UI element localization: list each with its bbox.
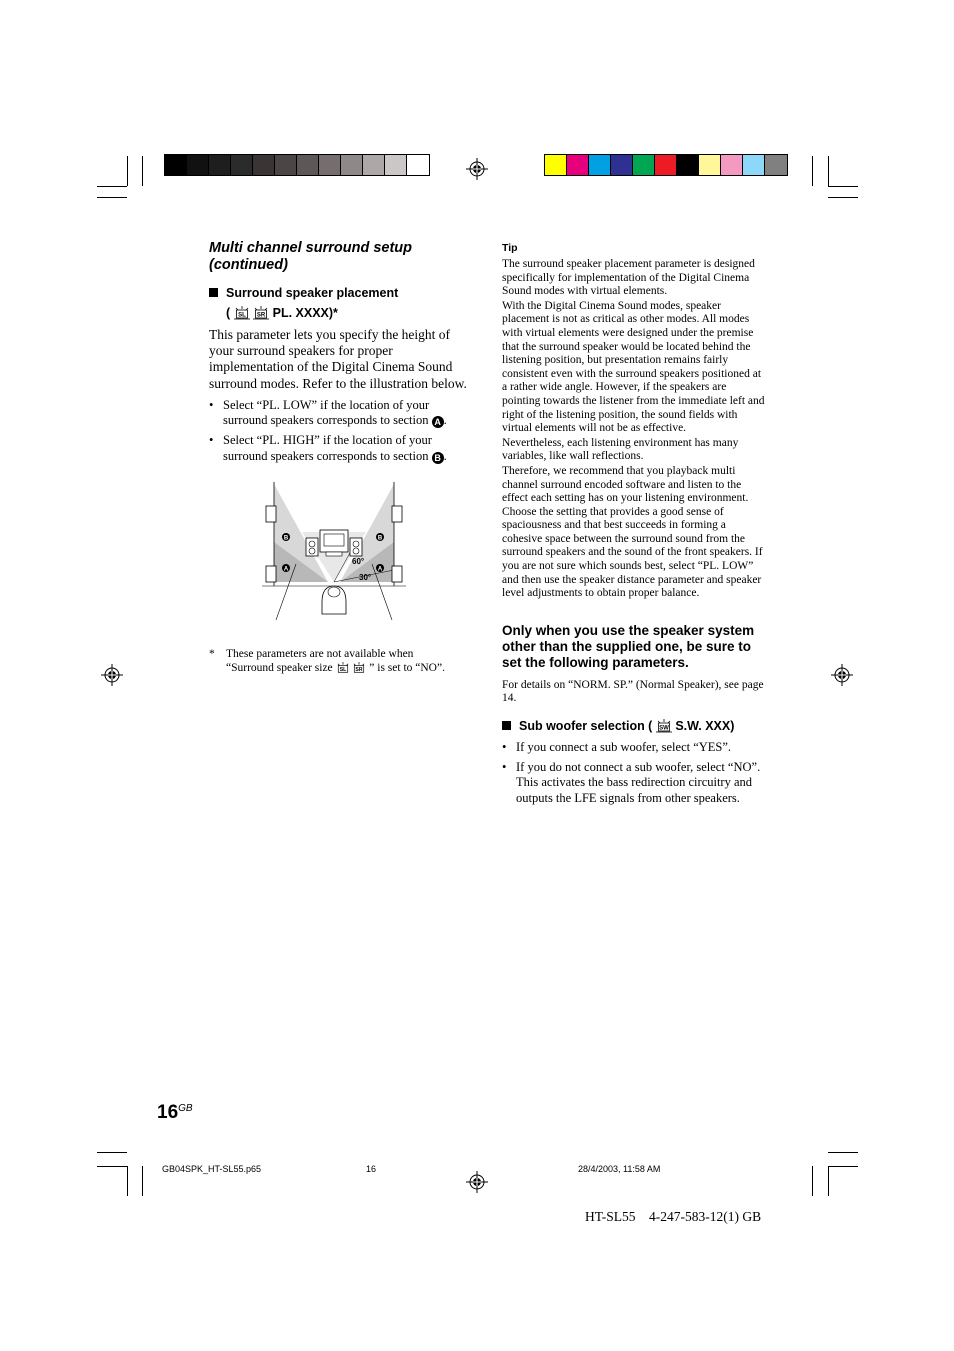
- page-suffix: GB: [178, 1103, 193, 1114]
- paren-open: (: [226, 306, 231, 320]
- svg-text:60°: 60°: [352, 557, 365, 566]
- subsection-param: [209, 305, 475, 321]
- svg-text:B: B: [283, 535, 289, 542]
- right-column: [502, 242, 765, 806]
- surround-right-icon: [352, 662, 366, 674]
- footnote-line: These parameters are not available when: [226, 648, 414, 660]
- bullet-text: Select “PL. HIGH” if the location of your surround speakers corresponds to section: [223, 433, 432, 463]
- svg-text:SW: SW: [659, 725, 669, 732]
- param-code: PL. XXXX)*: [272, 306, 338, 320]
- subwoofer-icon: [656, 719, 672, 733]
- subsection-title: [209, 285, 475, 301]
- footnote-text: ” is set to “NO”.: [369, 661, 445, 674]
- tip-title: Tip: [502, 242, 518, 254]
- color-swatch: [165, 155, 187, 175]
- left-column: [209, 240, 475, 464]
- subwoofer-title: [502, 718, 765, 734]
- crop-mark: [828, 1166, 858, 1167]
- color-swatch: [275, 155, 297, 175]
- registration-mark-icon: [466, 1171, 488, 1193]
- section-a-marker: A: [432, 416, 444, 428]
- footnote-mark: *: [209, 648, 215, 660]
- subsection-title-text: Surround speaker placement: [226, 286, 399, 300]
- crop-mark: [127, 156, 128, 186]
- crop-mark: [828, 1166, 829, 1196]
- notice-heading: Only when you use the speaker system other than the supplied one, be sure to set the following parameters.: [502, 622, 755, 670]
- crop-mark: [812, 1166, 813, 1196]
- crop-mark: [828, 1152, 858, 1153]
- crop-mark: [97, 197, 127, 198]
- crop-mark: [97, 186, 127, 187]
- svg-text:A: A: [377, 566, 383, 573]
- registration-mark-icon: [101, 664, 123, 686]
- color-swatch: [633, 155, 655, 175]
- subwoofer-title-text: Sub woofer selection (: [519, 719, 653, 734]
- bullet-item: • Select “PL. HIGH” if the location of your surround speakers corresponds to section B .: [209, 433, 473, 464]
- registration-mark-icon: [466, 158, 488, 180]
- page-number-text: 16: [157, 1102, 179, 1123]
- section-heading-line: Multi channel surround setup: [209, 240, 413, 256]
- surround-right-icon: [253, 306, 269, 320]
- footnote-line: [226, 662, 479, 676]
- svg-text:SR: SR: [256, 312, 266, 319]
- svg-text:30°: 30°: [359, 573, 372, 582]
- crop-mark: [828, 156, 829, 186]
- svg-text:SL: SL: [237, 312, 246, 319]
- color-swatch: [611, 155, 633, 175]
- color-swatch: [545, 155, 567, 175]
- registration-mark-icon: [831, 664, 853, 686]
- section-heading: [209, 240, 475, 274]
- crop-mark: [127, 1166, 128, 1196]
- color-swatch: [589, 155, 611, 175]
- crop-mark: [97, 1166, 127, 1167]
- bullet-item: • If you do not connect a sub woofer, select “NO”. This activates the bass redirection circuitry and outputs the LFE signals from other speakers.: [502, 760, 764, 807]
- svg-text:SR: SR: [355, 666, 363, 673]
- color-swatch: [655, 155, 677, 175]
- page-number: [157, 1098, 193, 1124]
- speaker-placement-diagram: [262, 482, 406, 620]
- square-bullet-icon: [209, 288, 218, 297]
- section-b-marker: B: [432, 452, 444, 464]
- model-code: HT-SL55 4-247-583-12(1) GB: [585, 1209, 762, 1224]
- svg-text:SL: SL: [339, 666, 346, 673]
- color-swatch: [677, 155, 699, 175]
- surround-left-icon: [336, 662, 350, 674]
- footnote: [209, 648, 479, 675]
- color-swatch: [209, 155, 231, 175]
- color-swatch: [743, 155, 765, 175]
- tip-paragraph: Nevertheless, each listening environment has many variables, like wall reflections.: [502, 436, 739, 463]
- section-heading-line: (continued): [209, 257, 288, 273]
- color-bar: [544, 154, 788, 176]
- color-swatch: [363, 155, 385, 175]
- tip-paragraph: With the Digital Cinema Sound modes, speaker placement is not as critical as other modes. All modes with virtual elements were designed under the premise that the surround speaker would be located behind the listening position, but presentation remains fairly consistent even with the surround speakers positioned at a rather wide angle. However, if the speakers are pointing towards the listener from the immediate left and right of the listening position, the sound fields with virtual elements will not be as effective.: [502, 299, 765, 435]
- color-swatch: [721, 155, 743, 175]
- footer-file: GB04SPK_HT-SL55.p65: [162, 1164, 262, 1174]
- tip-paragraph: Therefore, we recommend that you playback multi channel surround encoded software and listen to the effect each setting has on your listening environment. Choose the setting that provides a good sense of spaciousness and that best succeeds in forming a cohesive space between the surround sound from the surround speakers and the sound of the front speakers. If you are not sure which sounds best, select “PL. LOW” and then use the speaker distance parameter and speaker level adjustments to obtain proper balance.: [502, 464, 763, 600]
- surround-left-icon: [234, 306, 250, 320]
- color-swatch: [231, 155, 253, 175]
- crop-mark: [812, 156, 813, 186]
- color-swatch: [297, 155, 319, 175]
- color-swatch: [319, 155, 341, 175]
- subwoofer-title-text: S.W. XXX): [675, 719, 735, 734]
- color-swatch: [567, 155, 589, 175]
- color-swatch: [253, 155, 275, 175]
- notice-detail: For details on “NORM. SP.” (Normal Speaker), see page 14.: [502, 678, 764, 705]
- svg-text:A: A: [283, 566, 289, 573]
- footer-page: 16: [366, 1164, 377, 1174]
- crop-mark: [142, 156, 143, 186]
- bullet-item: • If you connect a sub woofer, select “YES”.: [502, 740, 764, 756]
- crop-mark: [97, 1152, 127, 1153]
- color-swatch: [765, 155, 787, 175]
- color-swatch: [699, 155, 721, 175]
- crop-mark: [828, 197, 858, 198]
- svg-text:B: B: [377, 535, 383, 542]
- square-bullet-icon: [502, 721, 511, 730]
- bullet-text: Select “PL. LOW” if the location of your surround speakers corresponds to section: [223, 397, 430, 428]
- tip-body: [502, 258, 765, 601]
- color-swatch: [407, 155, 429, 175]
- footer-timestamp: 28/4/2003, 11:58 AM: [578, 1164, 661, 1174]
- color-swatch: [187, 155, 209, 175]
- color-swatch: [385, 155, 407, 175]
- tip-paragraph: The surround speaker placement parameter is designed specifically for implementation of the Digital Cinema Sound modes with virtual elements.: [502, 258, 755, 298]
- intro-paragraph: This parameter lets you specify the height of your surround speakers for proper implementation of the Digital Cinema Sound surround modes. Refer to the illustration below.: [209, 327, 467, 391]
- crop-mark: [142, 1166, 143, 1196]
- bullet-item: • Select “PL. LOW” if the location of your surround speakers corresponds to section A .: [209, 398, 473, 429]
- grayscale-bar: [164, 154, 430, 176]
- color-swatch: [341, 155, 363, 175]
- footnote-text: “Surround speaker size: [226, 661, 333, 674]
- crop-mark: [828, 186, 858, 187]
